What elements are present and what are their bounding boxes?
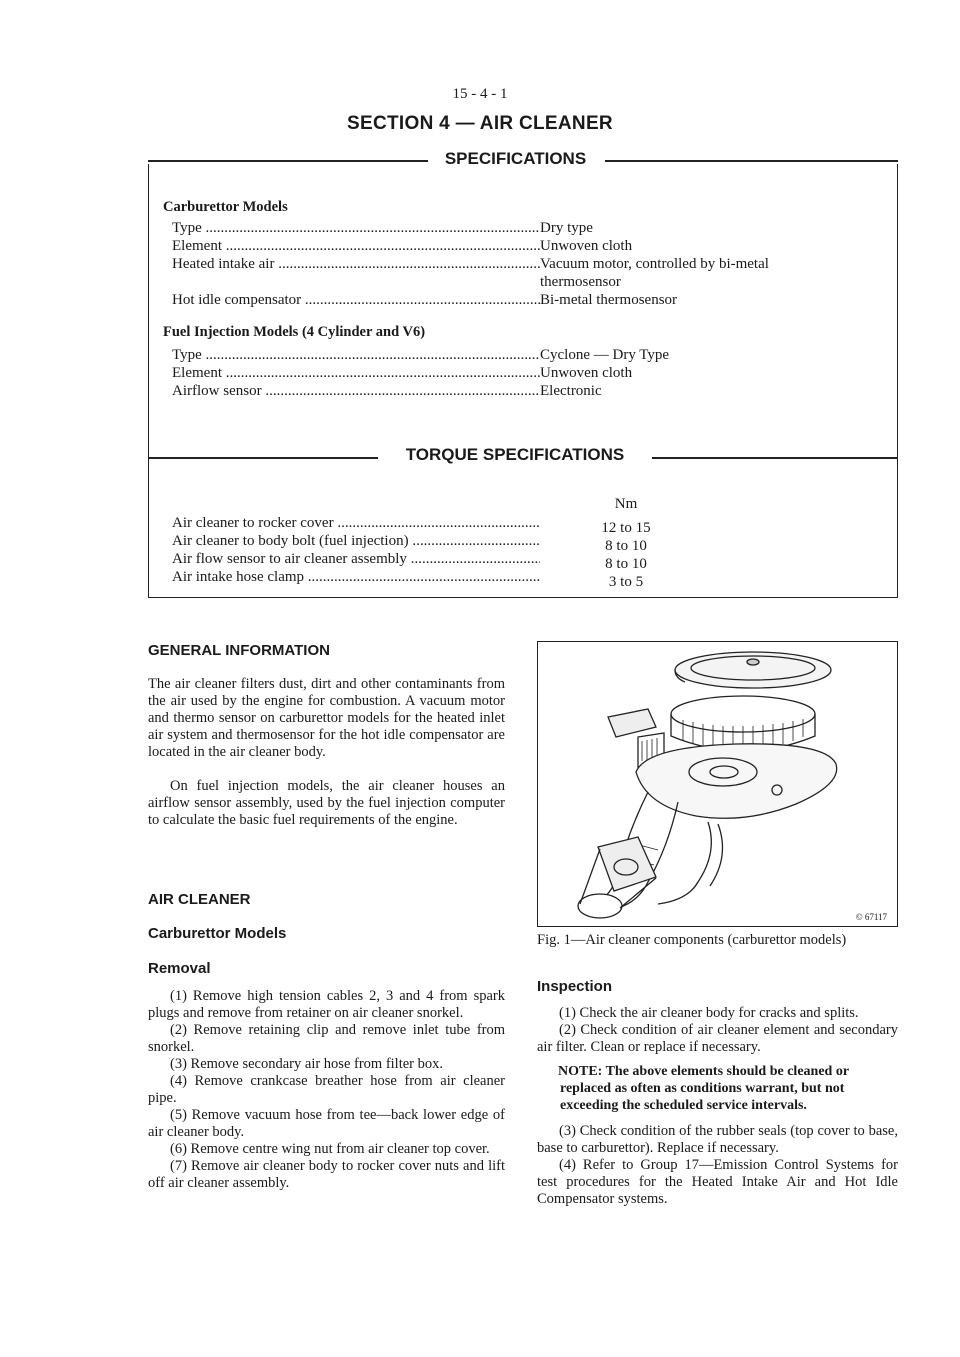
torque-row-rocker-cover: Air cleaner to rocker cover ..... 12 to 15 <box>172 514 662 537</box>
removal-step: (3) Remove secondary air hose from filter box. <box>170 1056 443 1072</box>
removal-steps <box>148 988 505 1192</box>
torque-specifications-heading: TORQUE SPECIFICATIONS <box>386 445 644 465</box>
spec-row-hot-idle-compensator: Hot idle compensator ..... Bi-metal thermosensor <box>172 291 872 309</box>
inspection-steps-after <box>537 1123 898 1208</box>
removal-step: (5) Remove vacuum hose from tee—back lower edge of air cleaner body. <box>148 1107 505 1140</box>
removal-heading: Removal <box>148 960 211 977</box>
spec-row-airflow-sensor: Airflow sensor ..... Electronic <box>172 382 872 400</box>
figure-air-cleaner-components <box>537 641 898 927</box>
spec-row-fi-type: Type ..... Cyclone — Dry Type <box>172 346 872 364</box>
torque-unit: Nm <box>614 496 638 512</box>
inspection-step: (4) Refer to Group 17—Emission Control Systems for test procedures for the Heated Intake Air and Hot Idle Compensator systems. <box>537 1157 898 1207</box>
removal-step: (7) Remove air cleaner body to rocker cover nuts and lift off air cleaner assembly. <box>148 1158 505 1191</box>
figure-code: © 67117 <box>855 912 887 922</box>
inspection-step: (2) Check condition of air cleaner element and secondary air filter. Clean or replace if necessary. <box>537 1022 898 1055</box>
inspection-note: NOTE: The above elements should be cleaned or replaced as often as conditions warrant, but not exceeding the scheduled service intervals. <box>558 1064 849 1113</box>
removal-step: (1) Remove high tension cables 2, 3 and 4 from spark plugs and remove from retainer on air cleaner snorkel. <box>148 988 505 1021</box>
general-information-paragraph-2: On fuel injection models, the air cleaner houses an airflow sensor assembly, used by the fuel injection computer to calculate the basic fuel requirements of the engine. <box>148 778 505 828</box>
fuel-injection-models-title: Fuel Injection Models (4 Cylinder and V6) <box>163 324 426 340</box>
inspection-steps <box>537 1005 898 1056</box>
inspection-heading: Inspection <box>537 978 613 995</box>
specifications-heading: SPECIFICATIONS <box>428 149 603 169</box>
air-cleaner-heading: AIR CLEANER <box>148 891 251 908</box>
spec-row-fi-element: Element ..... Unwoven cloth <box>172 364 872 382</box>
air-cleaner-illustration <box>538 642 896 925</box>
general-information-heading: GENERAL INFORMATION <box>148 642 330 659</box>
removal-step: (6) Remove centre wing nut from air cleaner top cover. <box>170 1141 490 1157</box>
torque-row-intake-hose-clamp: Air intake hose clamp ..... 3 to 5 <box>172 568 662 591</box>
spec-row-element: Element ..... Unwoven cloth <box>172 237 872 255</box>
page-number: 15 - 4 - 1 <box>452 86 508 102</box>
removal-step: (2) Remove retaining clip and remove inlet tube from snorkel. <box>148 1022 505 1055</box>
figure-caption: Fig. 1—Air cleaner components (carburettor models) <box>537 932 847 948</box>
inspection-step: (1) Check the air cleaner body for cracks and splits. <box>559 1005 859 1021</box>
inspection-step: (3) Check condition of the rubber seals (top cover to base, base to carburettor). Replace if necessary. <box>537 1123 898 1156</box>
spec-row-heated-intake-air: Heated intake air ..... Vacuum motor, controlled by bi-metal thermosensor <box>172 255 872 291</box>
general-information-paragraph-1: The air cleaner filters dust, dirt and other contaminants from the air used by the engine for combustion. A vacuum motor and thermo sensor on carburettor models for the heated inlet air system and thermosensor for the hot idle compensator are located in the air cleaner body. <box>148 676 505 760</box>
carburettor-models-title: Carburettor Models <box>163 199 288 215</box>
torque-row-air-flow-sensor: Air flow sensor to air cleaner assembly ..... 8 to 10 <box>172 550 662 573</box>
removal-step: (4) Remove crankcase breather hose from air cleaner pipe. <box>148 1073 505 1106</box>
carburettor-models-subheading: Carburettor Models <box>148 925 287 942</box>
section-title: SECTION 4 — AIR CLEANER <box>347 113 613 134</box>
spec-row-type: Type ..... Dry type <box>172 219 872 237</box>
torque-row-body-bolt: Air cleaner to body bolt (fuel injection) ..... 8 to 10 <box>172 532 662 555</box>
